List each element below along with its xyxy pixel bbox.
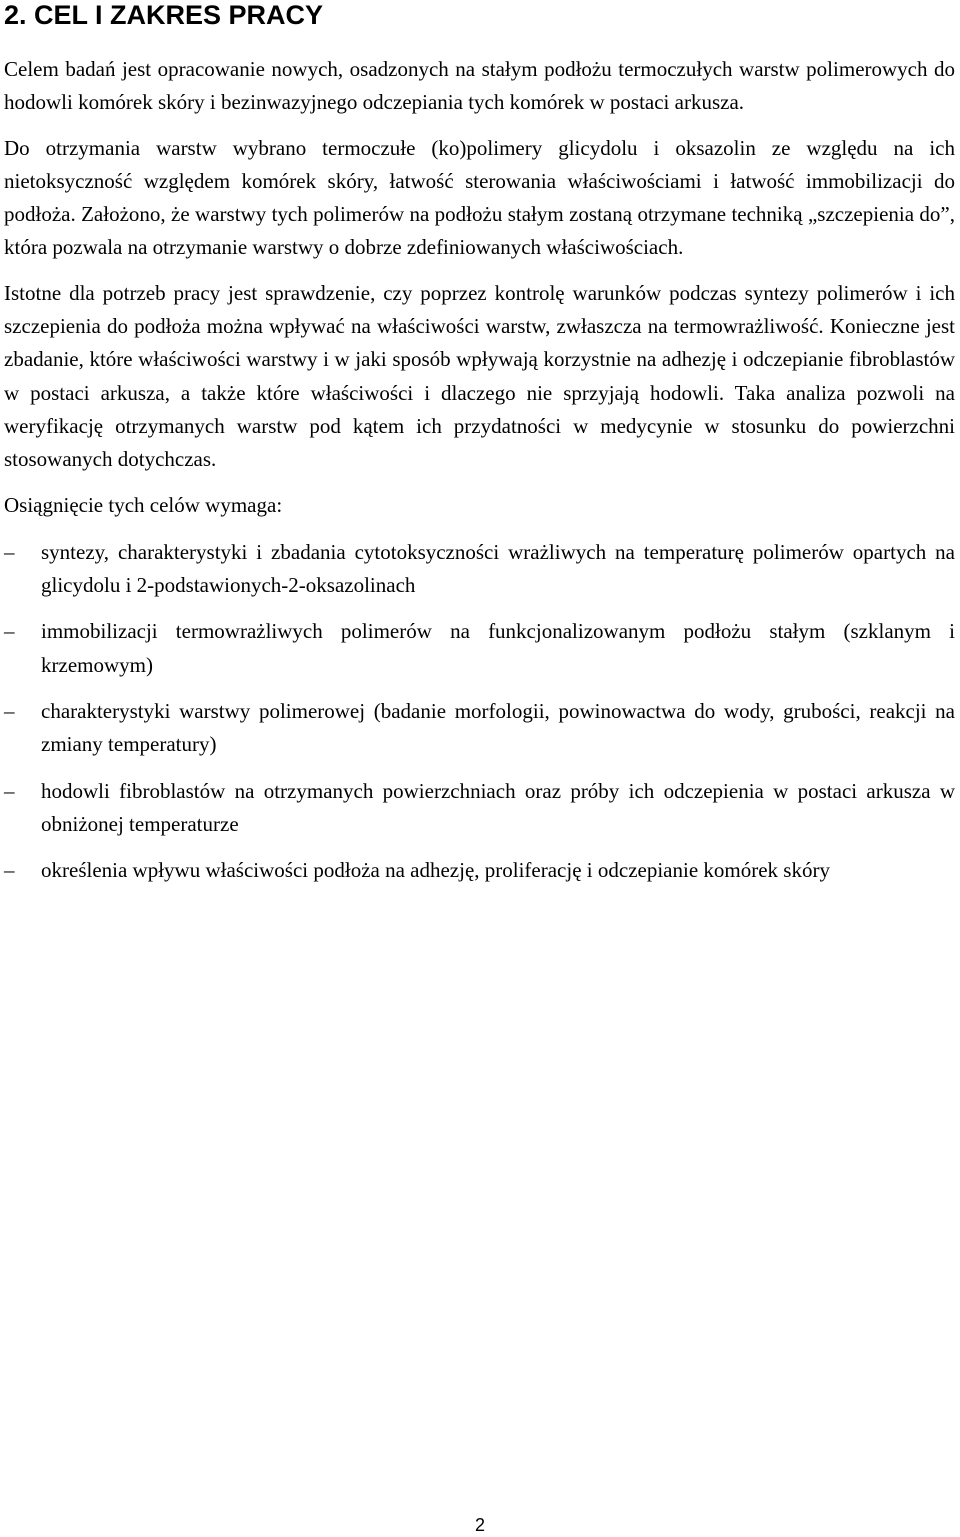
list-item-text: syntezy, charakterystyki i zbadania cytotoksyczności wrażliwych na temperaturę polimerów opartych na glicydolu i 2-podstawionych-2-oksazolinach — [41, 539, 955, 598]
dash-bullet-icon: – — [4, 778, 15, 803]
section-heading: 2. CEL I ZAKRES PRACY — [4, 0, 324, 30]
document-page — [4, 0, 955, 901]
list-item — [4, 775, 955, 842]
list-item — [4, 536, 955, 603]
dash-bullet-icon: – — [4, 539, 15, 564]
list-item — [4, 695, 955, 762]
list-item-text: określenia wpływu właściwości podłoża na adhezję, proliferację i odczepianie komórek skóry — [41, 858, 830, 883]
paragraph-requirements-intro: Osiągnięcie tych celów wymaga: — [4, 492, 283, 517]
dash-bullet-icon: – — [4, 699, 15, 724]
paragraph-goal: Celem badań jest opracowanie nowych, osadzonych na stałym podłożu termoczułych warstw polimerowych do hodowli komórek skóry i bezinwazyjnego odczepiania tych komórek w postaci arkusza. — [4, 57, 955, 115]
requirements-list — [4, 536, 955, 888]
list-item-text: hodowli fibroblastów na otrzymanych powierzchniach oraz próby ich odczepienia w postaci arkusza w obniżonej temperaturze — [41, 778, 955, 836]
list-item — [4, 854, 955, 887]
dash-bullet-icon: – — [4, 619, 15, 644]
list-item — [4, 615, 955, 682]
dash-bullet-icon: – — [4, 858, 15, 883]
paragraph-method: Do otrzymania warstw wybrano termoczułe (ko)polimery glicydolu i oksazolin ze względu na ich nietoksyczność względem komórek skóry, łatwość sterowania właściwościami i łatwość immobilizacji do podłoża. Założono, że warstwy tych polimerów na podłożu stałym zostaną otrzymane techniką „szczepienia do”, która pozwala na otrzymanie warstwy o dobrze zdefiniowanych właściwościach. — [4, 135, 955, 260]
paragraph-importance: Istotne dla potrzeb pracy jest sprawdzenie, czy poprzez kontrolę warunków podczas syntezy polimerów i ich szczepienia do podłoża można wpływać na właściwości warstw, zwłaszcza na termowrażliwość. Konieczne jest zbadanie, które właściwości warstwy i w jaki sposób wpływają korzystnie na adhezję i odczepianie fibroblastów w postaci arkusza, a także które właściwości i dlaczego nie sprzyjają hodowli. Taka analiza pozwoli na weryfikację otrzymanych warstw pod kątem ich przydatności w medycynie w stosunku do powierzchni stosowanych dotychczas. — [4, 280, 955, 472]
list-item-text: charakterystyki warstwy polimerowej (badanie morfologii, powinowactwa do wody, grubości, reakcji na zmiany temperatury) — [41, 699, 955, 757]
page-number: 2 — [474, 1515, 485, 1535]
list-item-text: immobilizacji termowrażliwych polimerów na funkcjonalizowanym podłożu stałym (szklanym i krzemowym) — [41, 619, 955, 677]
